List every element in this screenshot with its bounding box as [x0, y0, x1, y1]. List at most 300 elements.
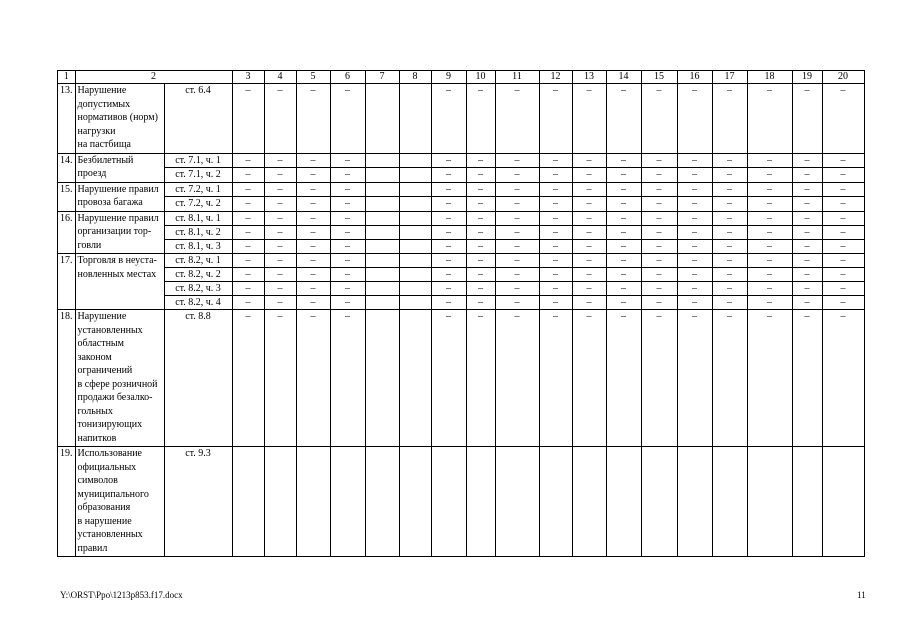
data-cell: – — [296, 211, 330, 225]
data-cell: – — [330, 296, 365, 310]
table-row — [58, 447, 865, 557]
article-ref: ст. 7.1, ч. 1 — [164, 153, 232, 167]
data-cell: – — [466, 282, 495, 296]
data-cell: – — [822, 167, 864, 182]
data-cell — [399, 296, 431, 310]
data-cell: – — [539, 182, 572, 196]
column-header: 13 — [572, 71, 606, 84]
data-cell: – — [572, 167, 606, 182]
data-cell: – — [466, 225, 495, 239]
data-cell: – — [606, 296, 641, 310]
violation-line: на пастбища — [77, 139, 131, 150]
data-cell: – — [539, 84, 572, 154]
data-cell — [365, 254, 399, 268]
column-header: 19 — [792, 71, 822, 84]
data-cell: – — [232, 153, 264, 167]
data-cell — [365, 211, 399, 225]
data-cell — [232, 447, 264, 557]
data-cell: – — [792, 225, 822, 239]
violation-name — [75, 211, 164, 254]
data-cell: – — [747, 182, 792, 196]
column-header: 7 — [365, 71, 399, 84]
data-cell: – — [539, 254, 572, 268]
data-cell: – — [232, 225, 264, 239]
article-ref: ст. 7.2, ч. 1 — [164, 182, 232, 196]
data-cell: – — [677, 225, 712, 239]
data-cell: – — [296, 196, 330, 211]
violation-line: символов — [77, 475, 118, 486]
table-row — [58, 310, 865, 447]
data-cell: – — [606, 182, 641, 196]
data-cell: – — [296, 239, 330, 254]
data-cell — [539, 447, 572, 557]
violation-line: организации тор- — [77, 226, 152, 237]
violation-line: тонизирующих — [77, 419, 143, 430]
data-cell: – — [747, 268, 792, 282]
footer-page-number: 11 — [857, 590, 866, 600]
data-cell — [264, 447, 296, 557]
data-cell — [399, 84, 431, 154]
data-cell: – — [677, 254, 712, 268]
data-cell — [712, 447, 747, 557]
violation-name — [75, 254, 164, 310]
violation-line: законом — [77, 351, 112, 363]
data-cell: – — [264, 310, 296, 447]
violation-name — [75, 84, 164, 154]
data-cell: – — [572, 84, 606, 154]
data-cell: – — [572, 268, 606, 282]
data-cell: – — [466, 182, 495, 196]
data-cell: – — [330, 167, 365, 182]
data-cell — [399, 182, 431, 196]
violation-line: правил — [77, 542, 108, 554]
data-cell: – — [677, 282, 712, 296]
data-cell: – — [264, 211, 296, 225]
data-cell: – — [792, 296, 822, 310]
data-cell — [431, 447, 466, 557]
data-cell: – — [712, 182, 747, 196]
data-cell: – — [330, 84, 365, 154]
data-cell: – — [330, 211, 365, 225]
data-cell: – — [539, 167, 572, 182]
violation-name — [75, 310, 164, 447]
table-row — [58, 153, 865, 167]
data-cell: – — [572, 211, 606, 225]
data-cell: – — [232, 254, 264, 268]
data-cell: – — [495, 211, 539, 225]
data-cell: – — [232, 268, 264, 282]
violation-line: нормативов (норм) — [77, 112, 158, 123]
data-cell — [399, 167, 431, 182]
data-cell: – — [641, 225, 677, 239]
data-cell: – — [677, 268, 712, 282]
data-cell: – — [495, 254, 539, 268]
data-cell: – — [747, 254, 792, 268]
data-cell: – — [712, 239, 747, 254]
data-cell — [399, 239, 431, 254]
data-cell: – — [495, 153, 539, 167]
data-cell: – — [539, 239, 572, 254]
data-cell: – — [572, 182, 606, 196]
statistics-table — [57, 70, 865, 557]
data-cell: – — [495, 310, 539, 447]
data-cell: – — [792, 182, 822, 196]
data-cell — [399, 211, 431, 225]
column-header: 12 — [539, 71, 572, 84]
data-cell — [330, 447, 365, 557]
data-cell — [365, 282, 399, 296]
row-number: 14. — [58, 153, 76, 182]
data-cell: – — [495, 196, 539, 211]
violation-line: Безбилетный — [77, 154, 134, 166]
data-cell: – — [792, 268, 822, 282]
table-row — [58, 282, 865, 296]
table-row — [58, 84, 865, 154]
data-cell: – — [330, 225, 365, 239]
data-cell: – — [747, 84, 792, 154]
data-cell: – — [431, 254, 466, 268]
data-cell: – — [264, 225, 296, 239]
data-cell: – — [539, 225, 572, 239]
data-cell: – — [822, 296, 864, 310]
data-cell: – — [712, 310, 747, 447]
data-cell — [365, 268, 399, 282]
data-cell: – — [296, 84, 330, 154]
violation-line: Нарушение правил — [77, 183, 159, 195]
data-cell: – — [296, 254, 330, 268]
column-header: 10 — [466, 71, 495, 84]
article-ref: ст. 8.1, ч. 1 — [164, 211, 232, 225]
violation-line: Торговля в неуста- — [77, 255, 157, 266]
data-cell — [822, 447, 864, 557]
column-header: 17 — [712, 71, 747, 84]
data-cell: – — [606, 225, 641, 239]
data-cell: – — [792, 196, 822, 211]
data-cell: – — [264, 282, 296, 296]
data-cell: – — [641, 182, 677, 196]
violation-line: официальных — [77, 461, 137, 473]
data-cell: – — [539, 196, 572, 211]
data-cell: – — [792, 167, 822, 182]
data-cell: – — [466, 211, 495, 225]
violation-line: в нарушение — [77, 515, 132, 527]
data-cell: – — [747, 211, 792, 225]
data-cell: – — [677, 296, 712, 310]
violation-line: новленных местах — [77, 268, 157, 280]
column-header: 4 — [264, 71, 296, 84]
data-cell — [365, 196, 399, 211]
article-ref: ст. 8.2, ч. 2 — [164, 268, 232, 282]
data-cell: – — [641, 196, 677, 211]
data-cell: – — [232, 310, 264, 447]
data-cell: – — [330, 268, 365, 282]
table-row — [58, 254, 865, 268]
data-cell — [399, 268, 431, 282]
data-cell: – — [641, 310, 677, 447]
data-cell: – — [330, 282, 365, 296]
data-cell — [296, 447, 330, 557]
data-cell: – — [466, 167, 495, 182]
article-ref: ст. 6.4 — [164, 84, 232, 154]
data-cell: – — [747, 196, 792, 211]
violation-line: в сфере розничной — [77, 378, 158, 390]
article-ref: ст. 8.1, ч. 2 — [164, 225, 232, 239]
data-cell: – — [431, 167, 466, 182]
violation-line: Нарушение правил — [77, 212, 159, 224]
violation-name — [75, 153, 164, 182]
violation-line: установленных — [77, 529, 143, 540]
data-cell: – — [747, 310, 792, 447]
data-cell: – — [822, 310, 864, 447]
data-cell: – — [264, 239, 296, 254]
data-cell: – — [712, 225, 747, 239]
data-cell: – — [264, 296, 296, 310]
data-cell: – — [264, 268, 296, 282]
data-cell: – — [572, 296, 606, 310]
data-cell: – — [296, 167, 330, 182]
data-cell — [365, 84, 399, 154]
violation-line: установленных — [77, 324, 143, 336]
data-cell: – — [431, 239, 466, 254]
data-cell: – — [296, 268, 330, 282]
violation-line: муниципального — [77, 488, 149, 500]
data-cell: – — [747, 225, 792, 239]
data-cell: – — [606, 282, 641, 296]
row-number: 13. — [58, 84, 76, 154]
data-cell: – — [822, 211, 864, 225]
data-cell: – — [712, 153, 747, 167]
data-cell: – — [232, 211, 264, 225]
footer-file-path: Y:\ORST\Ppo\1213p853.f17.docx — [60, 590, 183, 600]
data-cell — [399, 282, 431, 296]
data-cell — [495, 447, 539, 557]
violation-name — [75, 447, 164, 557]
row-number: 19. — [58, 447, 76, 557]
data-cell: – — [792, 254, 822, 268]
data-cell: – — [677, 182, 712, 196]
data-cell: – — [712, 282, 747, 296]
data-cell: – — [822, 268, 864, 282]
data-cell: – — [431, 310, 466, 447]
violation-line: продажи безалко- — [77, 392, 153, 403]
data-cell: – — [264, 196, 296, 211]
data-cell — [365, 296, 399, 310]
violation-line: напитков — [77, 432, 117, 444]
data-cell: – — [466, 254, 495, 268]
data-cell: – — [792, 211, 822, 225]
data-cell: – — [712, 268, 747, 282]
data-cell: – — [712, 84, 747, 154]
data-cell: – — [822, 153, 864, 167]
data-cell — [365, 153, 399, 167]
table-row — [58, 211, 865, 225]
article-ref: ст. 7.1, ч. 2 — [164, 167, 232, 182]
data-cell: – — [431, 282, 466, 296]
data-cell: – — [822, 254, 864, 268]
data-cell: – — [330, 254, 365, 268]
column-header: 18 — [747, 71, 792, 84]
data-cell: – — [466, 153, 495, 167]
data-cell: – — [431, 196, 466, 211]
data-cell: – — [641, 268, 677, 282]
data-cell: – — [822, 182, 864, 196]
data-cell: – — [822, 196, 864, 211]
violation-line: нагрузки — [77, 125, 116, 137]
table-row — [58, 239, 865, 254]
data-cell: – — [606, 196, 641, 211]
data-cell: – — [539, 211, 572, 225]
table-row — [58, 196, 865, 211]
data-cell: – — [495, 268, 539, 282]
article-ref: ст. 8.2, ч. 4 — [164, 296, 232, 310]
column-header: 9 — [431, 71, 466, 84]
data-cell: – — [677, 310, 712, 447]
data-cell — [399, 447, 431, 557]
data-cell: – — [792, 239, 822, 254]
data-cell: – — [296, 310, 330, 447]
data-cell: – — [606, 254, 641, 268]
data-cell — [641, 447, 677, 557]
data-cell: – — [466, 196, 495, 211]
data-cell: – — [677, 153, 712, 167]
data-cell — [572, 447, 606, 557]
data-cell: – — [539, 296, 572, 310]
data-cell: – — [606, 310, 641, 447]
data-cell: – — [495, 239, 539, 254]
data-cell: – — [677, 211, 712, 225]
data-cell: – — [296, 182, 330, 196]
data-cell: – — [641, 239, 677, 254]
data-cell: – — [606, 239, 641, 254]
column-header: 1 — [58, 71, 76, 84]
violation-line: образования — [77, 502, 131, 513]
row-number: 18. — [58, 310, 76, 447]
data-cell: – — [747, 282, 792, 296]
violation-line: гольных — [77, 405, 113, 417]
data-cell: – — [712, 211, 747, 225]
data-cell: – — [747, 167, 792, 182]
data-cell — [399, 310, 431, 447]
data-cell — [365, 447, 399, 557]
article-ref: ст. 8.1, ч. 3 — [164, 239, 232, 254]
data-cell: – — [495, 225, 539, 239]
article-ref: ст. 7.2, ч. 2 — [164, 196, 232, 211]
data-cell: – — [330, 239, 365, 254]
data-cell — [677, 447, 712, 557]
data-cell: – — [641, 211, 677, 225]
table-row — [58, 167, 865, 182]
data-cell — [365, 182, 399, 196]
column-header: 16 — [677, 71, 712, 84]
data-cell: – — [712, 196, 747, 211]
data-cell: – — [747, 239, 792, 254]
data-cell: – — [572, 196, 606, 211]
header-row — [58, 71, 865, 84]
data-cell: – — [495, 282, 539, 296]
data-cell: – — [677, 239, 712, 254]
data-cell: – — [232, 182, 264, 196]
data-cell: – — [677, 196, 712, 211]
row-number: 15. — [58, 182, 76, 211]
data-cell: – — [539, 153, 572, 167]
data-cell — [466, 447, 495, 557]
data-cell: – — [264, 84, 296, 154]
violation-line: допустимых — [77, 98, 131, 110]
data-cell — [365, 239, 399, 254]
data-cell — [365, 167, 399, 182]
data-cell — [399, 254, 431, 268]
data-cell: – — [572, 282, 606, 296]
data-cell: – — [466, 296, 495, 310]
data-cell: – — [792, 84, 822, 154]
table-row — [58, 182, 865, 196]
data-cell: – — [539, 310, 572, 447]
data-cell: – — [232, 282, 264, 296]
data-cell: – — [264, 182, 296, 196]
data-cell: – — [572, 225, 606, 239]
data-cell — [399, 196, 431, 211]
data-cell: – — [296, 153, 330, 167]
data-cell: – — [495, 182, 539, 196]
data-cell: – — [712, 296, 747, 310]
column-header: 15 — [641, 71, 677, 84]
data-cell: – — [466, 84, 495, 154]
violation-line: Использование — [77, 448, 142, 459]
data-cell: – — [641, 167, 677, 182]
data-cell: – — [466, 310, 495, 447]
data-cell: – — [606, 84, 641, 154]
data-cell: – — [296, 296, 330, 310]
column-header: 5 — [296, 71, 330, 84]
article-ref: ст. 8.2, ч. 3 — [164, 282, 232, 296]
violation-line: Нарушение — [77, 85, 127, 96]
column-header: 2 — [75, 71, 232, 84]
data-cell: – — [572, 153, 606, 167]
data-cell: – — [641, 153, 677, 167]
table-row — [58, 268, 865, 282]
data-cell: – — [431, 182, 466, 196]
data-cell — [365, 225, 399, 239]
article-ref: ст. 9.3 — [164, 447, 232, 557]
data-cell: – — [792, 153, 822, 167]
data-cell: – — [606, 268, 641, 282]
data-cell: – — [712, 167, 747, 182]
data-cell: – — [572, 239, 606, 254]
data-cell: – — [677, 84, 712, 154]
data-cell: – — [641, 282, 677, 296]
data-cell: – — [606, 211, 641, 225]
data-cell: – — [431, 296, 466, 310]
data-cell: – — [641, 296, 677, 310]
data-cell: – — [296, 282, 330, 296]
data-cell: – — [330, 310, 365, 447]
data-cell: – — [539, 282, 572, 296]
column-header: 20 — [822, 71, 864, 84]
violation-line: ограничений — [77, 365, 133, 376]
data-cell: – — [792, 310, 822, 447]
violation-line: Нарушение — [77, 311, 127, 322]
data-cell: – — [641, 254, 677, 268]
violation-line: областным — [77, 338, 124, 349]
data-cell: – — [641, 84, 677, 154]
data-cell — [399, 225, 431, 239]
data-cell: – — [822, 84, 864, 154]
data-cell: – — [792, 282, 822, 296]
data-cell: – — [330, 196, 365, 211]
data-cell: – — [495, 84, 539, 154]
data-cell: – — [822, 239, 864, 254]
data-cell: – — [495, 296, 539, 310]
